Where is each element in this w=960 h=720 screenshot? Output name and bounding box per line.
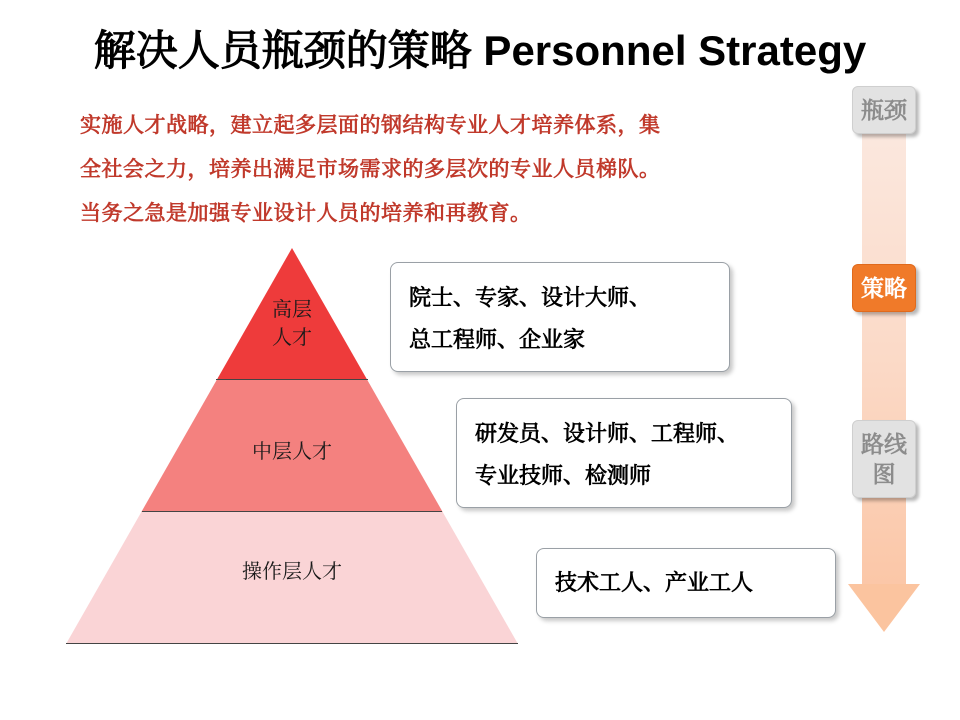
page-title: 解决人员瓶颈的策略 Personnel Strategy xyxy=(93,27,867,74)
callout-bottom-line-1: 技术工人、产业工人 xyxy=(555,570,754,595)
flow-step-roadmap[interactable]: 路线图 xyxy=(852,420,916,498)
pyramid-label-top-line2: 人才 xyxy=(272,327,312,349)
pyramid-label-bottom: 操作层人才 xyxy=(242,561,342,583)
flow-step-bottleneck[interactable]: 瓶颈 xyxy=(852,86,916,134)
flow-step-strategy[interactable]: 策略 xyxy=(852,264,916,312)
callout-middle-line-1: 研发员、设计师、工程师、 xyxy=(475,421,740,446)
intro-paragraph xyxy=(80,104,820,236)
down-arrow-icon xyxy=(862,94,906,594)
intro-line-2: 全社会之力，培养出满足市场需求的多层次的专业人员梯队。 xyxy=(80,158,661,181)
pyramid-divider-lower xyxy=(142,511,442,512)
intro-line-3: 当务之急是加强专业设计人员的培养和再教育。 xyxy=(80,202,532,225)
callout-middle-tier xyxy=(456,398,792,508)
pyramid-label-middle: 中层人才 xyxy=(252,441,332,463)
callout-top-line-1: 院士、专家、设计大师、 xyxy=(409,285,652,310)
callout-top-tier xyxy=(390,262,730,372)
intro-line-1: 实施人才战略，建立起多层面的钢结构专业人才培养体系，集 xyxy=(80,114,661,137)
process-flow-sidebar xyxy=(838,86,930,634)
pyramid-divider-upper xyxy=(216,379,368,380)
pyramid-label-top-line1: 高层 xyxy=(272,299,312,321)
callout-middle-line-2: 专业技师、检测师 xyxy=(475,463,652,488)
callout-bottom-tier xyxy=(536,548,836,618)
pyramid-base-line xyxy=(66,643,518,644)
down-arrow-head-icon xyxy=(848,584,920,632)
callout-top-line-2: 总工程师、企业家 xyxy=(409,327,586,352)
